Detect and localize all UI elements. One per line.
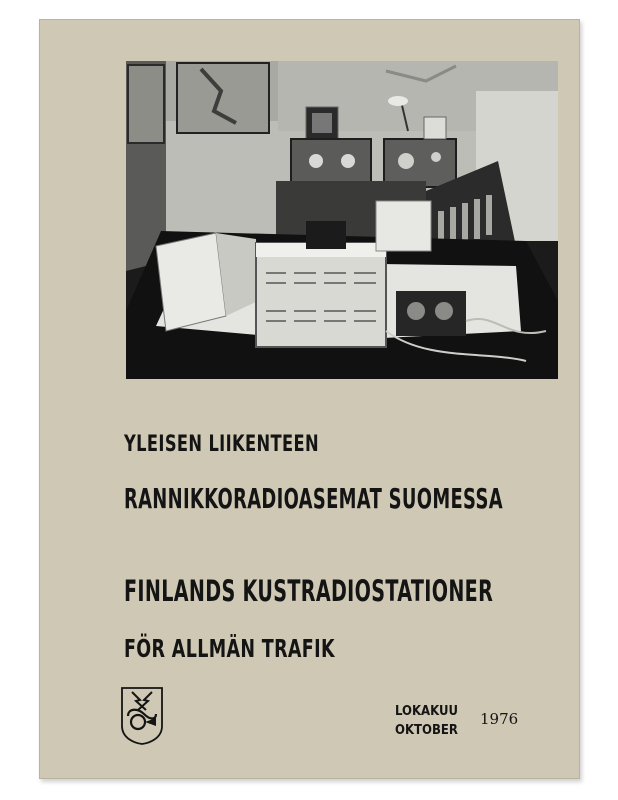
heading-line-2: RANNIKKORADIOASEMAT SUOMESSA xyxy=(124,482,503,515)
publication-year: 1976 xyxy=(480,710,519,728)
heading-line-1: YLEISEN LIIKENTEEN xyxy=(124,432,319,457)
heading-line-4: FÖR ALLMÄN TRAFIK xyxy=(124,634,335,663)
brochure-cover xyxy=(39,19,580,779)
month-finnish: LOKAKUU xyxy=(395,704,458,719)
heading-line-3: FINLANDS KUSTRADIOSTATIONER xyxy=(124,574,494,608)
post-horn-lightning-emblem-icon xyxy=(120,686,164,746)
radio-station-equipment-photo xyxy=(126,61,558,379)
month-swedish: OKTOBER xyxy=(395,723,458,738)
